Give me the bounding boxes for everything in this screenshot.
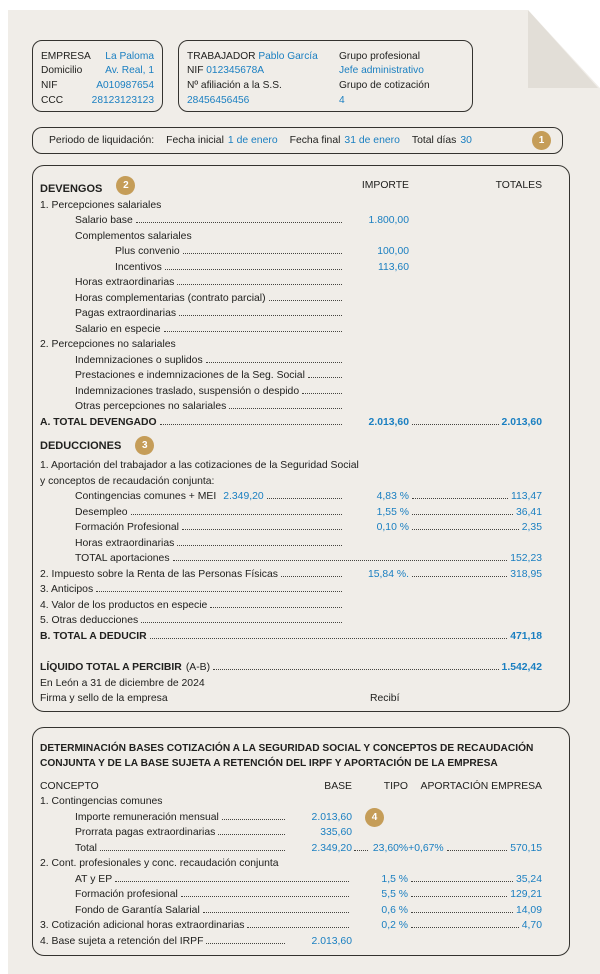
row-total-value: 2.013,60 bbox=[501, 416, 542, 428]
earnings-deductions-box bbox=[32, 165, 570, 712]
field-label: NIF bbox=[41, 80, 58, 92]
base-cell: 335,60 bbox=[320, 827, 352, 838]
leader-dots bbox=[412, 498, 508, 499]
tipo-cell: 0,6 % bbox=[381, 904, 408, 916]
importe-cell: 4,83 % bbox=[376, 491, 409, 502]
leader-dots bbox=[100, 850, 285, 851]
table-row bbox=[40, 838, 542, 854]
bases-header-tail bbox=[408, 781, 542, 792]
earnings-header-lead bbox=[40, 176, 345, 195]
period-label: Fecha final bbox=[289, 135, 341, 146]
leader-dots bbox=[411, 912, 513, 913]
row-total-value: 152,23 bbox=[510, 553, 542, 564]
company-row bbox=[41, 62, 154, 77]
row-label: 4. Base sujeta a retención del IRPF bbox=[40, 935, 204, 947]
table-row bbox=[40, 381, 542, 397]
table-row bbox=[40, 611, 542, 627]
importe-cell: 15,84 %. bbox=[367, 568, 409, 580]
table-row bbox=[40, 456, 542, 472]
received-label: Recibí bbox=[370, 693, 400, 704]
importe-cell: 100,00 bbox=[377, 246, 409, 257]
leader-dots bbox=[267, 498, 342, 499]
row-lead bbox=[40, 308, 345, 319]
field-label: EMPRESA bbox=[41, 50, 91, 62]
leader-dots bbox=[302, 393, 342, 394]
tipo-cell: 0,2 % bbox=[381, 920, 408, 931]
concepto-column-header: CONCEPTO bbox=[40, 780, 99, 792]
row-lead bbox=[40, 538, 345, 549]
field-value: 28123123123 bbox=[91, 94, 154, 106]
leader-dots bbox=[354, 850, 368, 851]
table-row bbox=[40, 487, 542, 503]
row-label: Prorrata pagas extraordinarias bbox=[75, 827, 216, 838]
row-label: Total bbox=[75, 842, 97, 854]
row-label: 1. Percepciones salariales bbox=[40, 199, 162, 211]
tipo-cell: 1,5 % bbox=[381, 873, 408, 885]
row-label: Contingencias comunes + MEI bbox=[75, 491, 217, 502]
row-total-value: 36,41 bbox=[515, 506, 542, 518]
leader-dots bbox=[179, 315, 342, 316]
table-row bbox=[40, 823, 542, 839]
row-lead bbox=[40, 889, 352, 900]
row-label: Desempleo bbox=[75, 506, 128, 518]
table-row bbox=[40, 412, 542, 428]
row-label: AT y EP bbox=[75, 873, 113, 885]
leader-dots bbox=[141, 622, 342, 623]
step-badge-4: 4 bbox=[365, 808, 384, 827]
table-row bbox=[40, 564, 542, 580]
leader-dots bbox=[136, 222, 342, 223]
row-label: Formación profesional bbox=[75, 889, 178, 900]
base-column-header: BASE bbox=[324, 780, 352, 792]
row-label: Salario en especie bbox=[75, 323, 161, 335]
row-lead bbox=[40, 843, 288, 854]
row-tail bbox=[409, 522, 542, 533]
earnings-header-row bbox=[40, 175, 542, 195]
row-lead bbox=[40, 293, 345, 304]
leader-dots bbox=[412, 576, 507, 577]
row-lead bbox=[40, 584, 345, 595]
table-row bbox=[40, 257, 542, 273]
row-label: Otras percepciones no salariales bbox=[75, 401, 227, 412]
leader-dots bbox=[150, 638, 508, 639]
table-row bbox=[40, 580, 542, 596]
field-label: NIF bbox=[187, 65, 207, 77]
tipo-cell: 5,5 % bbox=[381, 889, 408, 900]
row-label: 4. Valor de los productos en especie bbox=[40, 599, 208, 611]
step-badge-1: 1 bbox=[532, 131, 551, 150]
row-tail bbox=[409, 417, 542, 428]
importe-cell: 1,55 % bbox=[376, 506, 409, 518]
bases-header-row bbox=[40, 776, 542, 792]
worker-group-row bbox=[339, 91, 464, 106]
leader-dots bbox=[203, 912, 349, 913]
table-row bbox=[40, 931, 542, 947]
table-row bbox=[40, 319, 542, 335]
worker-row bbox=[187, 47, 339, 62]
table-row bbox=[40, 350, 542, 366]
field-value: 012345678A bbox=[206, 65, 265, 77]
row-label: Horas complementarias (contrato parcial) bbox=[75, 292, 266, 304]
earnings-rows bbox=[40, 195, 542, 428]
worker-box-left-column bbox=[187, 47, 339, 105]
row-lead bbox=[40, 417, 345, 428]
field-value: A010987654 bbox=[96, 80, 154, 92]
bases-title-line2: CONJUNTA Y DE LA BASE SUJETA A RETENCIÓN DEL IRPF Y APORTACIÓN DE LA EMPRESA bbox=[40, 758, 498, 769]
aportacion-value: 129,21 bbox=[510, 889, 542, 900]
earnings-title: DEVENGOS bbox=[40, 182, 103, 195]
leader-dots bbox=[160, 424, 342, 425]
row-lead bbox=[40, 277, 345, 288]
row-total-value: 2,35 bbox=[521, 522, 542, 533]
leader-dots bbox=[164, 331, 343, 332]
row-base-value: 2.349,20 bbox=[223, 491, 264, 502]
table-row bbox=[40, 211, 542, 227]
tipo-value: 23,60%+0,67% bbox=[370, 842, 444, 854]
row-label: Indemnizaciones o suplidos bbox=[75, 354, 203, 366]
aportacion-column-header: APORTACIÓN EMPRESA bbox=[420, 780, 542, 792]
row-lead bbox=[40, 401, 345, 412]
aportacion-value: 14,09 bbox=[515, 904, 542, 916]
table-row bbox=[40, 626, 542, 642]
row-lead bbox=[40, 246, 345, 257]
table-row bbox=[40, 518, 542, 534]
leader-dots bbox=[182, 529, 342, 530]
company-row bbox=[41, 76, 154, 91]
table-row bbox=[40, 335, 542, 351]
field-label: TRABAJADOR bbox=[187, 50, 259, 62]
importe-cell: 1.800,00 bbox=[368, 215, 409, 226]
row-label: Importe remuneración mensual bbox=[75, 811, 219, 823]
row-tail bbox=[408, 905, 542, 916]
table-row bbox=[40, 471, 542, 487]
signature-label: Firma y sello de la empresa bbox=[40, 693, 168, 704]
table-row bbox=[40, 288, 542, 304]
row-lead bbox=[40, 936, 288, 947]
aportacion-value: 35,24 bbox=[515, 873, 542, 885]
bases-rows bbox=[40, 792, 542, 947]
field-label: Domicilio bbox=[41, 65, 83, 77]
leader-dots bbox=[210, 607, 342, 608]
leader-dots bbox=[222, 819, 285, 820]
row-label: Horas extraordinarias bbox=[75, 277, 175, 288]
bases-title-line1: DETERMINACIÓN BASES COTIZACIÓN A LA SEGURIDAD SOCIAL Y CONCEPTOS DE RECAUDACIÓN bbox=[40, 743, 534, 754]
leader-dots bbox=[447, 850, 508, 851]
leader-dots bbox=[412, 514, 513, 515]
row-lead bbox=[40, 355, 345, 366]
table-row bbox=[40, 304, 542, 320]
aportacion-value: 570,15 bbox=[510, 842, 542, 854]
row-label: Complementos salariales bbox=[75, 230, 192, 242]
leader-dots bbox=[411, 927, 519, 928]
row-label: Prestaciones e indemnizaciones de la Seg. Social bbox=[75, 370, 305, 381]
leader-dots bbox=[115, 881, 349, 882]
table-row bbox=[40, 502, 542, 518]
base-cell: 2.013,60 bbox=[311, 935, 352, 947]
leader-dots bbox=[269, 300, 342, 301]
liquid-total-row bbox=[40, 658, 542, 674]
row-lead bbox=[40, 615, 345, 626]
row-total-value: 318,95 bbox=[510, 568, 542, 580]
company-row bbox=[41, 91, 154, 106]
row-lead bbox=[40, 600, 345, 611]
row-lead bbox=[40, 370, 345, 381]
date-row bbox=[40, 673, 542, 689]
row-label: Plus convenio bbox=[115, 246, 180, 257]
leader-dots bbox=[411, 881, 513, 882]
table-row bbox=[40, 549, 542, 565]
row-tail bbox=[409, 569, 542, 580]
period-label: Periodo de liquidación: bbox=[49, 135, 155, 146]
table-row bbox=[40, 397, 542, 413]
period-value: 31 de enero bbox=[344, 135, 400, 146]
earnings-header-tail bbox=[409, 180, 542, 191]
company-box bbox=[32, 40, 163, 112]
row-lead bbox=[40, 215, 345, 226]
deductions-title: DEDUCCIONES bbox=[40, 439, 122, 452]
period-box bbox=[32, 127, 563, 154]
row-lead bbox=[40, 874, 352, 885]
liquid-total-suffix: (A-B) bbox=[185, 662, 211, 673]
worker-group-row bbox=[339, 62, 464, 77]
leader-dots bbox=[281, 576, 342, 577]
row-label: 5. Otras deducciones bbox=[40, 615, 139, 626]
field-label: Grupo profesional bbox=[339, 50, 420, 62]
worker-row bbox=[187, 91, 339, 106]
leader-dots bbox=[247, 927, 349, 928]
row-label: B. TOTAL A DEDUCIR bbox=[40, 630, 147, 642]
table-row bbox=[40, 854, 542, 870]
leader-dots bbox=[218, 834, 285, 835]
leader-dots bbox=[183, 253, 342, 254]
company-row bbox=[41, 47, 154, 62]
row-label: Formación Profesional bbox=[75, 522, 179, 533]
field-value: La Paloma bbox=[105, 50, 154, 62]
row-label: 3. Anticipos bbox=[40, 584, 94, 595]
row-total-value: 471,18 bbox=[510, 630, 542, 642]
leader-dots bbox=[181, 896, 349, 897]
leader-dots bbox=[229, 408, 342, 409]
leader-dots bbox=[308, 377, 342, 378]
liquid-total-value: 1.542,42 bbox=[501, 662, 542, 673]
leader-dots bbox=[411, 896, 507, 897]
row-lead bbox=[40, 905, 352, 916]
row-label: Indemnizaciones traslado, suspensión o despido bbox=[75, 385, 300, 397]
worker-box bbox=[178, 40, 473, 112]
row-label: Fondo de Garantía Salarial bbox=[75, 904, 200, 916]
period-value: 1 de enero bbox=[227, 135, 278, 146]
worker-group-row bbox=[339, 76, 464, 91]
row-tail bbox=[409, 507, 542, 518]
leader-dots bbox=[96, 591, 342, 592]
field-value: Pablo García bbox=[258, 50, 318, 62]
aportacion-value: 4,70 bbox=[521, 920, 542, 931]
leader-dots bbox=[206, 943, 285, 944]
field-value: 4 bbox=[339, 94, 345, 106]
row-tail bbox=[408, 874, 542, 885]
liquid-total-label: LÍQUIDO TOTAL A PERCIBIR bbox=[40, 662, 182, 673]
table-row bbox=[40, 792, 542, 808]
base-cell: 2.349,20 bbox=[311, 842, 352, 854]
row-tail bbox=[408, 889, 542, 900]
deductions-header-row bbox=[40, 436, 542, 456]
table-row bbox=[40, 595, 542, 611]
row-label: 3. Cotización adicional horas extraordinarias bbox=[40, 920, 245, 931]
table-row bbox=[40, 195, 542, 211]
row-label: A. TOTAL DEVENGADO bbox=[40, 416, 157, 428]
leader-dots bbox=[412, 424, 499, 425]
row-label: y conceptos de recaudación conjunta: bbox=[40, 475, 215, 487]
step-badge-2: 2 bbox=[116, 176, 135, 195]
row-label: Horas extraordinarias bbox=[75, 537, 175, 549]
row-label: 1. Aportación del trabajador a las cotizaciones de la Seguridad Social bbox=[40, 460, 359, 471]
leader-dots bbox=[165, 269, 342, 270]
leader-dots bbox=[177, 284, 342, 285]
field-label: Grupo de cotización bbox=[339, 80, 430, 92]
row-label: 2. Percepciones no salariales bbox=[40, 339, 176, 350]
row-lead bbox=[40, 827, 288, 838]
period-value: 30 bbox=[460, 135, 472, 146]
row-lead bbox=[40, 569, 345, 580]
table-row bbox=[40, 916, 542, 932]
row-total-value: 113,47 bbox=[510, 491, 542, 502]
row-lead bbox=[40, 812, 288, 823]
leader-dots bbox=[412, 529, 519, 530]
table-row bbox=[40, 900, 542, 916]
worker-row bbox=[187, 62, 339, 77]
field-value: 28456456456 bbox=[187, 94, 250, 106]
row-label: 2. Cont. profesionales y conc. recaudación conjunta bbox=[40, 858, 279, 869]
leader-dots bbox=[173, 560, 508, 561]
importe-cell: 2.013,60 bbox=[368, 416, 409, 428]
step-badge-3: 3 bbox=[135, 436, 154, 455]
row-label: Salario base bbox=[75, 215, 133, 226]
table-row bbox=[40, 242, 542, 258]
table-row bbox=[40, 807, 542, 823]
row-label: Pagas extraordinarias bbox=[75, 308, 177, 319]
row-lead bbox=[40, 507, 345, 518]
row-lead bbox=[40, 386, 345, 397]
worker-group-row bbox=[339, 47, 464, 62]
contribution-bases-box bbox=[32, 727, 570, 956]
table-row bbox=[40, 366, 542, 382]
importe-cell: 113,60 bbox=[377, 261, 409, 273]
row-lead bbox=[40, 522, 345, 533]
field-value: Jefe administrativo bbox=[339, 65, 424, 77]
row-tail bbox=[409, 491, 542, 502]
tipo-column-header: TIPO bbox=[383, 780, 408, 792]
leader-dots bbox=[131, 514, 342, 515]
row-lead bbox=[40, 324, 345, 335]
field-value: Av. Real, 1 bbox=[105, 65, 154, 77]
worker-box-right-column bbox=[339, 47, 464, 105]
row-tail bbox=[408, 920, 542, 931]
table-row bbox=[40, 885, 542, 901]
date-line: En León a 31 de diciembre de 2024 bbox=[40, 677, 205, 689]
field-label: CCC bbox=[41, 94, 64, 106]
period-label: Fecha inicial bbox=[166, 135, 224, 146]
row-label: Incentivos bbox=[115, 261, 162, 273]
period-label: Total días bbox=[411, 135, 457, 146]
deductions-rows bbox=[40, 456, 542, 642]
totales-column-header: TOTALES bbox=[495, 179, 542, 191]
row-label: 1. Contingencias comunes bbox=[40, 796, 163, 807]
row-tail bbox=[444, 843, 542, 854]
leader-dots bbox=[206, 362, 342, 363]
worker-row bbox=[187, 76, 339, 91]
folded-corner bbox=[528, 10, 598, 88]
row-label: 2. Impuesto sobre la Renta de las Personas Físicas bbox=[40, 568, 278, 580]
leader-dots bbox=[213, 669, 498, 670]
importe-cell: 0,10 % bbox=[376, 522, 409, 533]
importe-column-header: IMPORTE bbox=[361, 179, 409, 191]
row-label: TOTAL aportaciones bbox=[75, 553, 170, 564]
leader-dots bbox=[177, 545, 342, 546]
table-row bbox=[40, 273, 542, 289]
row-lead bbox=[40, 491, 345, 502]
row-lead bbox=[40, 920, 352, 931]
table-row bbox=[40, 869, 542, 885]
row-lead bbox=[40, 262, 345, 273]
signature-row bbox=[40, 689, 542, 705]
table-row bbox=[40, 226, 542, 242]
table-row bbox=[40, 533, 542, 549]
field-label: Nº afiliación a la S.S. bbox=[187, 80, 282, 92]
base-cell: 2.013,60 bbox=[311, 811, 352, 823]
